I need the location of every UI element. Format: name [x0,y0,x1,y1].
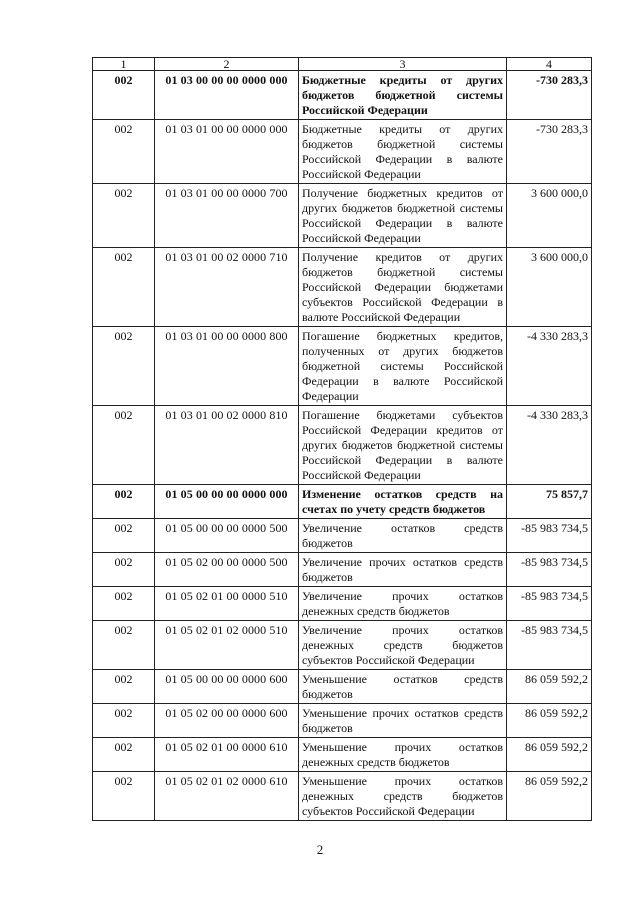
table-row [93,327,592,406]
row-group-code: 002 [93,184,155,248]
row-amount: -85 983 734,5 [507,587,592,621]
row-amount: 3 600 000,0 [507,248,592,327]
table-body [93,71,592,821]
header-col-3: 3 [299,58,507,71]
row-amount: -85 983 734,5 [507,553,592,587]
row-group-code: 002 [93,485,155,519]
row-description: Уменьшение прочих остатков денежных средств бюджетов [299,738,507,772]
row-description: Погашение бюджетных кредитов, полученных от других бюджетов бюджетной системы Российской Федерации в валюте Российской Федерации [299,327,507,406]
row-description: Погашение бюджетами субъектов Российской Федерации кредитов от других бюджетов бюджетной системы Российской Федерации в валюте Российской Федерации [299,406,507,485]
row-amount: -4 330 283,3 [507,327,592,406]
row-amount: -85 983 734,5 [507,519,592,553]
row-budget-code: 01 05 02 00 00 0000 500 [155,553,299,587]
row-description: Бюджетные кредиты от других бюджетов бюджетной системы Российской Федерации в валюте Российской Федерации [299,120,507,184]
row-amount: -85 983 734,5 [507,621,592,670]
row-description: Увеличение остатков средств бюджетов [299,519,507,553]
header-col-1: 1 [93,58,155,71]
row-description: Изменение остатков средств на счетах по учету средств бюджетов [299,485,507,519]
row-group-code: 002 [93,553,155,587]
row-group-code: 002 [93,120,155,184]
row-budget-code: 01 03 00 00 00 0000 000 [155,71,299,120]
row-group-code: 002 [93,704,155,738]
table-row [93,553,592,587]
table-row [93,670,592,704]
row-budget-code: 01 03 01 00 00 0000 700 [155,184,299,248]
row-group-code: 002 [93,519,155,553]
row-description: Уменьшение прочих остатков средств бюджетов [299,704,507,738]
row-amount: -730 283,3 [507,120,592,184]
row-group-code: 002 [93,621,155,670]
row-group-code: 002 [93,327,155,406]
table-row [93,71,592,120]
row-description: Получение кредитов от других бюджетов бюджетной системы Российской Федерации бюджетами субъектов Российской Федерации в валюте Российской Федерации [299,248,507,327]
row-budget-code: 01 03 01 00 02 0000 710 [155,248,299,327]
table-row [93,406,592,485]
header-col-2: 2 [155,58,299,71]
table-header-row [93,58,592,71]
row-description: Бюджетные кредиты от других бюджетов бюджетной системы Российской Федерации [299,71,507,120]
row-amount: -730 283,3 [507,71,592,120]
row-budget-code: 01 05 02 01 00 0000 610 [155,738,299,772]
table-row [93,704,592,738]
row-group-code: 002 [93,772,155,821]
row-description: Увеличение прочих остатков денежных средств бюджетов субъектов Российской Федерации [299,621,507,670]
header-col-4: 4 [507,58,592,71]
table-row [93,772,592,821]
page-number: 2 [316,842,324,857]
row-amount: 86 059 592,2 [507,670,592,704]
row-group-code: 002 [93,587,155,621]
row-description: Уменьшение остатков средств бюджетов [299,670,507,704]
row-description: Увеличение прочих остатков денежных средств бюджетов [299,587,507,621]
table-row [93,587,592,621]
table-row [93,621,592,670]
row-budget-code: 01 05 00 00 00 0000 600 [155,670,299,704]
row-budget-code: 01 05 02 00 00 0000 600 [155,704,299,738]
row-budget-code: 01 05 00 00 00 0000 500 [155,519,299,553]
budget-sources-table [92,57,592,821]
row-group-code: 002 [93,71,155,120]
row-budget-code: 01 03 01 00 00 0000 000 [155,120,299,184]
row-group-code: 002 [93,406,155,485]
row-budget-code: 01 05 00 00 00 0000 000 [155,485,299,519]
row-amount: 3 600 000,0 [507,184,592,248]
row-amount: 86 059 592,2 [507,704,592,738]
row-amount: 86 059 592,2 [507,738,592,772]
row-amount: -4 330 283,3 [507,406,592,485]
row-description: Получение бюджетных кредитов от других бюджетов бюджетной системы Российской Федерации в валюте Российской Федерации [299,184,507,248]
table-row [93,738,592,772]
table-row [93,120,592,184]
row-budget-code: 01 05 02 01 02 0000 510 [155,621,299,670]
table-row [93,485,592,519]
row-amount: 75 857,7 [507,485,592,519]
row-budget-code: 01 03 01 00 02 0000 810 [155,406,299,485]
row-group-code: 002 [93,670,155,704]
row-budget-code: 01 03 01 00 00 0000 800 [155,327,299,406]
table-row [93,184,592,248]
row-group-code: 002 [93,738,155,772]
row-amount: 86 059 592,2 [507,772,592,821]
row-description: Уменьшение прочих остатков денежных средств бюджетов субъектов Российской Федерации [299,772,507,821]
row-budget-code: 01 05 02 01 00 0000 510 [155,587,299,621]
row-budget-code: 01 05 02 01 02 0000 610 [155,772,299,821]
table-row [93,248,592,327]
row-group-code: 002 [93,248,155,327]
table-row [93,519,592,553]
row-description: Увеличение прочих остатков средств бюджетов [299,553,507,587]
